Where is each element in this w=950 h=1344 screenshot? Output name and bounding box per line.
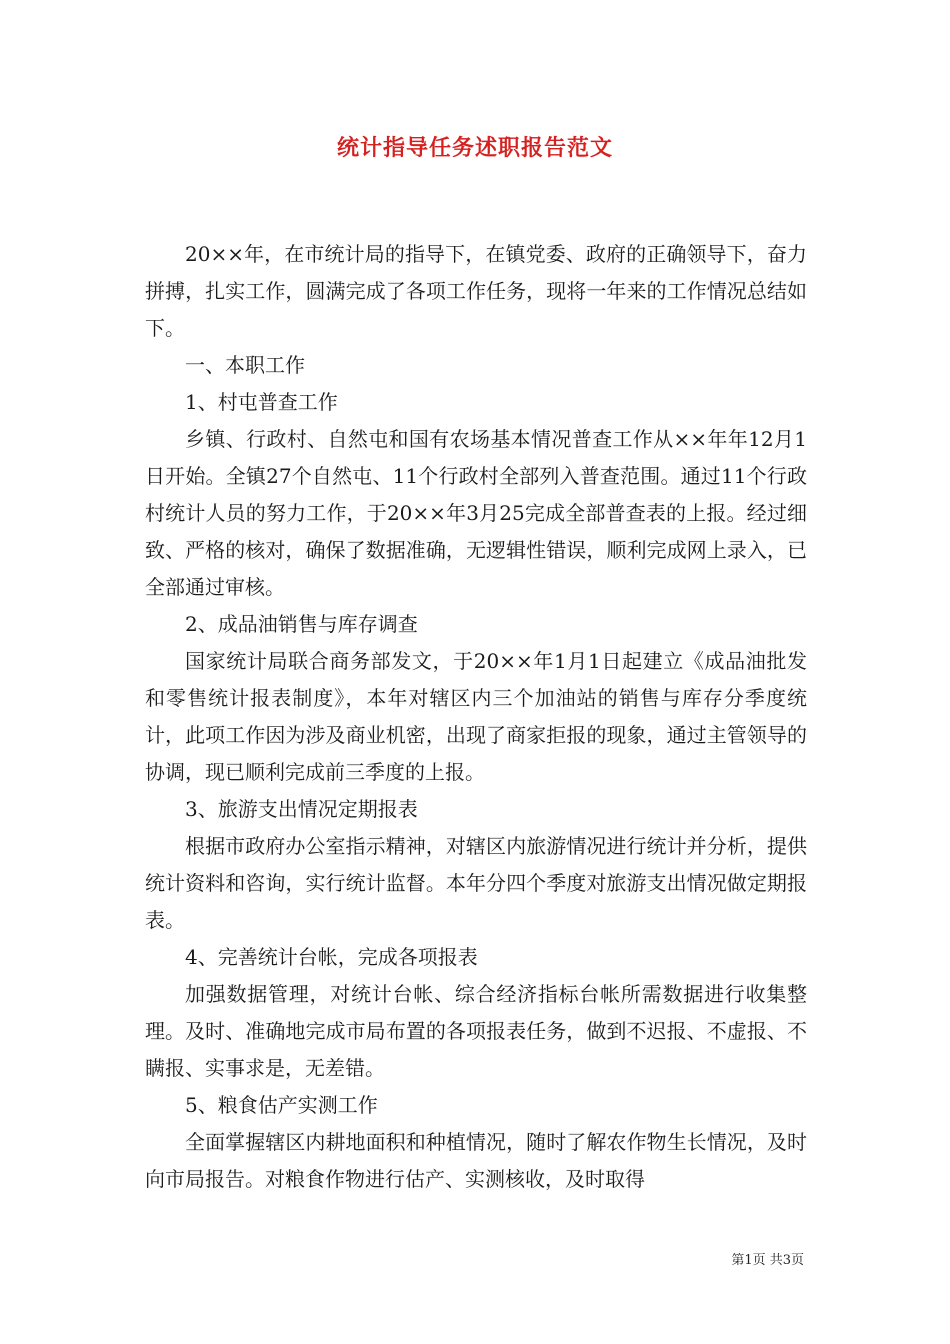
document-body — [145, 236, 807, 1198]
subsection-heading: 2、成品油销售与库存调查 — [185, 612, 418, 636]
subsection-heading: 5、粮食估产实测工作 — [185, 1093, 378, 1117]
subsection-heading: 4、完善统计台帐，完成各项报表 — [185, 945, 478, 969]
page-number: 第1页 共3页 — [731, 1253, 804, 1268]
paragraph: 国家统计局联合商务部发文，于20××年1月1日起建立《成品油批发和零售统计报表制度》，本年对辖区内三个加油站的销售与库存分季度统计，此项工作因为涉及商业机密，出现了商家拒报的现象，通过主管领导的协调，现已顺利完成前三季度的上报。 — [145, 649, 807, 784]
paragraph: 乡镇、行政村、自然屯和国有农场基本情况普查工作从××年年12月1日开始。全镇27个自然屯、11个行政村全部列入普查范围。通过11个行政村统计人员的努力工作，于20××年3月25完成全部普查表的上报。经过细致、严格的核对，确保了数据准确，无逻辑性错误，顺利完成网上录入，已全部通过审核。 — [145, 427, 807, 599]
paragraph: 全面掌握辖区内耕地面积和种植情况，随时了解农作物生长情况，及时向市局报告。对粮食作物进行估产、实测核收，及时取得 — [145, 1130, 807, 1191]
paragraph: 加强数据管理，对统计台帐、综合经济指标台帐所需数据进行收集整理。及时、准确地完成市局布置的各项报表任务，做到不迟报、不虚报、不瞒报、实事求是，无差错。 — [145, 982, 807, 1080]
document-title: 统计指导任务述职报告范文 — [336, 135, 613, 161]
paragraph: 根据市政府办公室指示精神，对辖区内旅游情况进行统计并分析，提供统计资料和咨询，实行统计监督。本年分四个季度对旅游支出情况做定期报表。 — [145, 834, 807, 932]
subsection-heading: 1、村屯普查工作 — [185, 390, 338, 414]
section-heading: 一、本职工作 — [185, 353, 305, 377]
subsection-heading: 3、旅游支出情况定期报表 — [185, 797, 418, 821]
paragraph-intro: 20××年，在市统计局的指导下，在镇党委、政府的正确领导下，奋力拼搏，扎实工作，圆满完成了各项工作任务，现将一年来的工作情况总结如下。 — [145, 242, 807, 340]
